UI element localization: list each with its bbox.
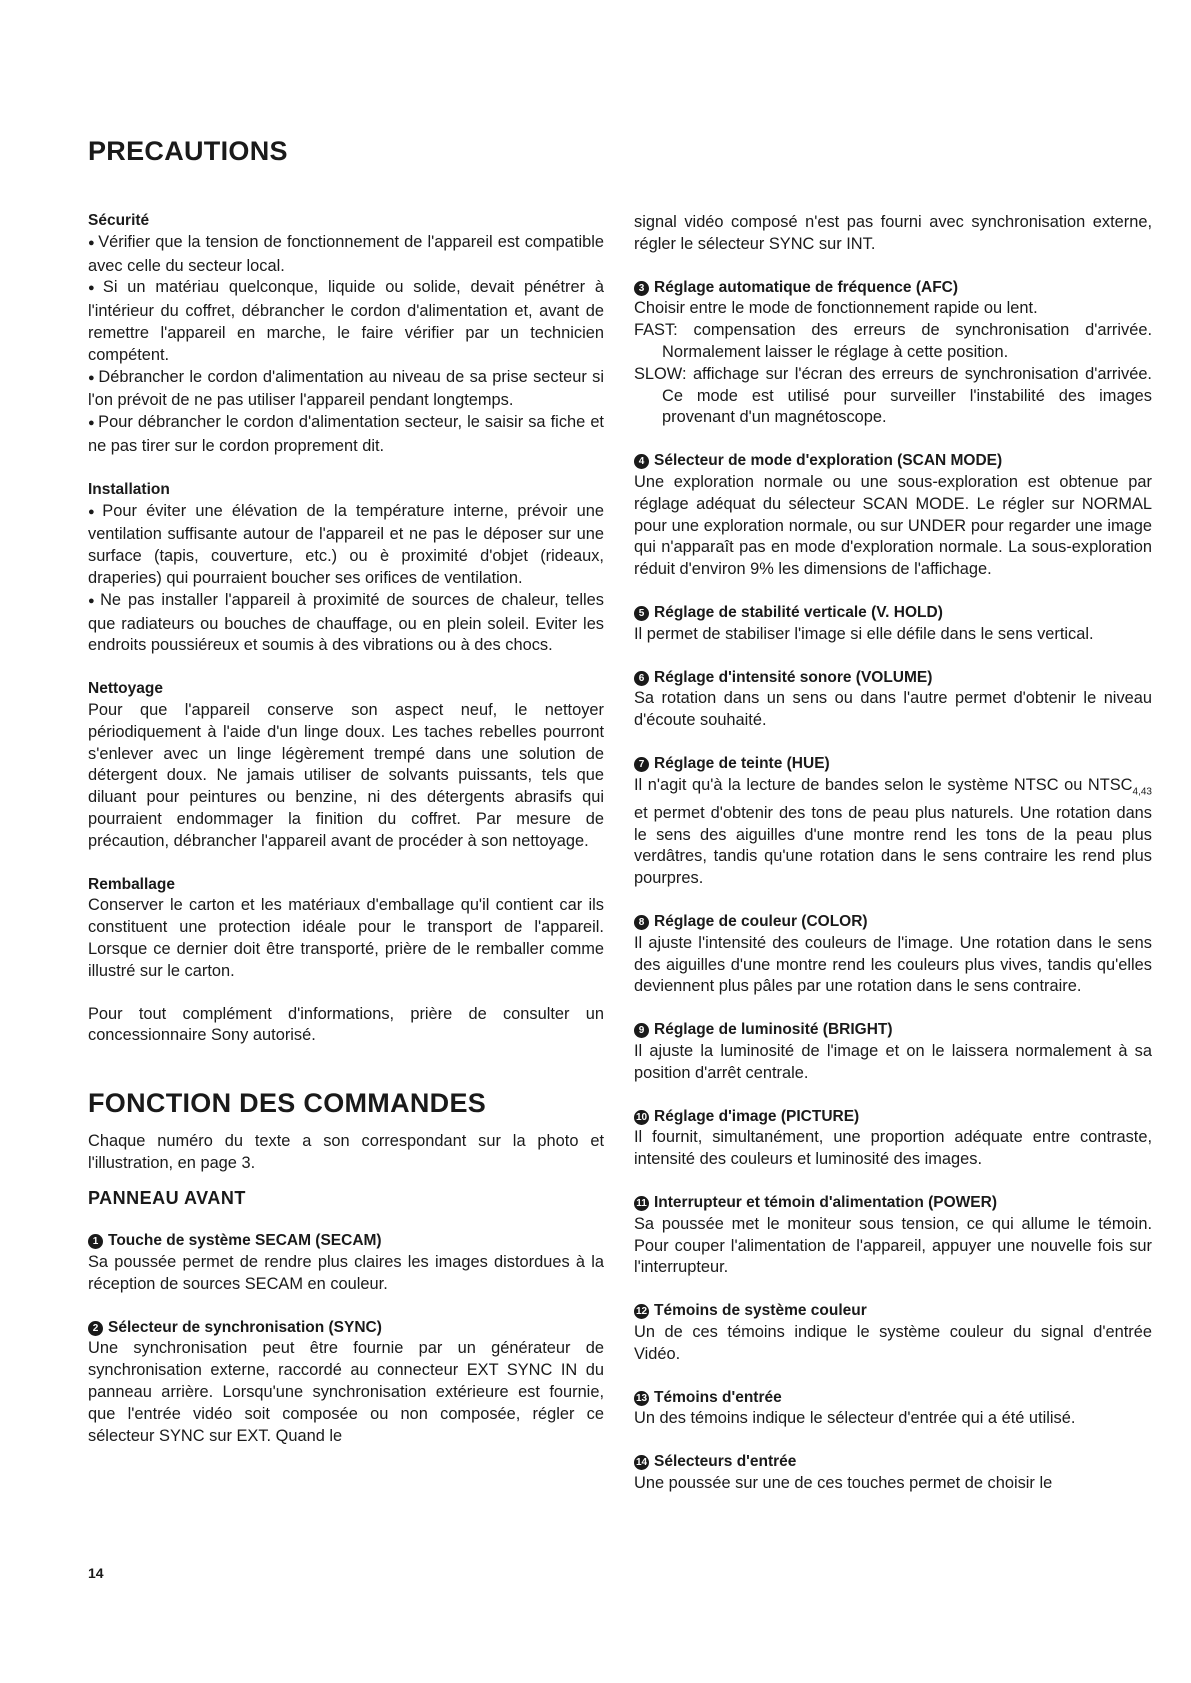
item-14-title: Sélecteurs d'entrée	[654, 1453, 797, 1471]
securite-bullet-3: ● Débrancher le cordon d'alimentation au niveau de sa prise secteur si l'on prévoit de ne pas utiliser l'appareil pendant longtemps.	[88, 367, 604, 413]
remballage-section	[88, 874, 604, 983]
item-11	[634, 1192, 1152, 1279]
number-badge-icon: 5	[634, 606, 649, 621]
item-5-title: Réglage de stabilité verticale (V. HOLD)	[654, 603, 943, 621]
panel-heading: PANNEAU AVANT	[88, 1188, 246, 1209]
item-1-title: Touche de système SECAM (SECAM)	[108, 1232, 382, 1250]
item-2-continued: signal vidéo composé n'est pas fourni avec synchronisation externe, régler le sélecteur SYNC sur INT.	[634, 213, 1152, 253]
item-14-text: Une poussée sur une de ces touches permet de choisir le	[634, 1473, 1053, 1492]
left-column	[88, 210, 604, 1447]
item-10-title: Réglage d'image (PICTURE)	[654, 1107, 860, 1125]
item-2	[88, 1317, 604, 1448]
item-5	[634, 602, 1152, 646]
item-14	[634, 1451, 1152, 1495]
item-1	[88, 1230, 604, 1295]
item-9-text: Il ajuste la luminosité de l'image et on le laissera normalement à sa position d'arrêt centrale.	[634, 1041, 1152, 1082]
installation-bullet-2: ● Ne pas installer l'appareil à proximité de sources de chaleur, telles que radiateurs ou bouches de chauffage, ou en plein soleil. Eviter les endroits poussiéreux et soumis à des vibrations ou à des chocs.	[88, 590, 604, 657]
item-8-text: Il ajuste l'intensité des couleurs de l'image. Une rotation dans le sens des aiguilles d'une montre rend les couleurs plus vives, tandis qu'elles deviennent plus pâles par une rotation dans le sens contraire.	[634, 933, 1152, 996]
item-2-text: Une synchronisation peut être fournie par un générateur de synchronisation externe, raccordé au connecteur EXT SYNC IN du panneau arrière. Lorsqu'une synchronisation extérieure est fournie, que l'entrée vidéo soit composée ou non composée, régler ce sélecteur SYNC sur EXT. Quand le	[88, 1339, 604, 1445]
precautions-title: PRECAUTIONS	[88, 136, 288, 166]
nettoyage-section	[88, 678, 604, 852]
fonction-title: FONCTION DES COMMANDES	[88, 1088, 487, 1119]
number-badge-icon: 4	[634, 454, 649, 469]
nettoyage-heading: Nettoyage	[88, 680, 163, 698]
item-4-text: Une exploration normale ou une sous-exploration est obtenue par réglage adéquat du sélecteur SCAN MODE. Le régler sur NORMAL pour une exploration normale, ou sur UNDER pour regarder une image qui n'apparaît pas en mode d'exploration normale. La sous-exploration réduit d'environ 9% les dimensions de l'affichage.	[634, 472, 1152, 579]
item-3-fast: FAST: compensation des erreurs de synchronisation d'arrivée. Normalement laisser le réglage à cette position.	[634, 321, 1152, 361]
item-2-title: Sélecteur de synchronisation (SYNC)	[108, 1318, 382, 1336]
securite-heading: Sécurité	[88, 212, 150, 229]
item-8	[634, 911, 1152, 998]
page-number: 14	[88, 1565, 104, 1581]
item-9	[634, 1019, 1152, 1084]
number-badge-icon: 8	[634, 915, 649, 930]
fonction-intro: Chaque numéro du texte a son correspondant sur la photo et l'illustration, en page 3.	[88, 1131, 604, 1172]
item-13-title: Témoins d'entrée	[654, 1388, 782, 1406]
number-badge-icon: 7	[634, 757, 649, 772]
securite-bullet-1: ● Vérifier que la tension de fonctionnement de l'appareil est compatible avec celle du secteur local.	[88, 232, 604, 278]
item-9-title: Réglage de luminosité (BRIGHT)	[654, 1021, 893, 1039]
item-4	[634, 450, 1152, 581]
item-3	[634, 277, 1152, 430]
item-6	[634, 667, 1152, 732]
item-3-text: Choisir entre le mode de fonctionnement rapide ou lent.	[634, 299, 1038, 318]
remballage-heading: Remballage	[88, 875, 176, 893]
securite-section	[88, 210, 604, 458]
securite-bullet-2: ● Si un matériau quelconque, liquide ou solide, devait pénétrer à l'intérieur du coffret, débrancher le cordon d'alimentation et, avant de remettre l'appareil en marche, le faire vérifier par un technicien compétent.	[88, 277, 604, 366]
item-13	[634, 1387, 1152, 1431]
remballage-text: Conserver le carton et les matériaux d'emballage qu'il contient car ils constituent une protection idéale pour le transport de l'appareil. Lorsque ce dernier doit être transporté, prière de le remballer comme illustré sur le carton.	[88, 896, 604, 980]
number-badge-icon: 3	[634, 281, 649, 296]
item-7	[634, 753, 1152, 890]
installation-bullet-1: ● Pour éviter une élévation de la température interne, prévoir une ventilation suffisante autour de l'appareil et ne pas le déposer sur une surface (tapis, couverture, etc.) ou è proximité d'objet (rideaux, draperies) qui pourraient boucher ses orifices de ventilation.	[88, 501, 604, 590]
item-6-title: Réglage d'intensité sonore (VOLUME)	[654, 668, 933, 686]
item-8-title: Réglage de couleur (COLOR)	[654, 913, 868, 930]
installation-section	[88, 479, 604, 657]
item-6-text: Sa rotation dans un sens ou dans l'autre permet d'obtenir le niveau d'écoute souhaité.	[634, 689, 1152, 730]
item-10-text: Il fournit, simultanément, une proportion adéquate entre contraste, intensité des couleurs et luminosité des images.	[634, 1128, 1152, 1169]
item-7-text: Il n'agit qu'à la lecture de bandes selon le système NTSC ou $NTSC_{4,43}$ et permet d'obtenir des tons de peau plus naturels. Une rotation dans le sens des aiguilles d'une montre rend les tons de la peau plus verdâtres, tandis qu'une rotation dans le sens contraire les rend plus pourpres.	[634, 775, 1152, 888]
item-12-title: Témoins de système couleur	[654, 1302, 867, 1320]
number-badge-icon: 10	[635, 1111, 648, 1123]
item-11-title: Interrupteur et témoin d'alimentation (POWER)	[654, 1193, 997, 1211]
right-column	[634, 212, 1152, 1495]
closing-text: Pour tout complément d'informations, prière de consulter un concessionnaire Sony autorisé.	[88, 1004, 604, 1045]
number-badge-icon: 9	[634, 1023, 649, 1038]
number-badge-icon: 2	[88, 1321, 103, 1336]
item-11-text: Sa poussée met le moniteur sous tension, ce qui allume le témoin. Pour couper l'alimentation de l'appareil, appuyer une nouvelle fois sur l'interrupteur.	[634, 1214, 1152, 1277]
number-badge-icon: 14	[635, 1457, 648, 1469]
item-3-slow: SLOW: affichage sur l'écran des erreurs de synchronisation d'arrivée. Ce mode est utilisé pour surveiller l'instabilité des images provenant d'un magnétoscope.	[634, 364, 1152, 427]
item-12	[634, 1300, 1152, 1365]
number-badge-icon: 1	[88, 1234, 103, 1249]
number-badge-icon: 13	[635, 1392, 648, 1404]
item-13-text: Un des témoins indique le sélecteur d'entrée qui a été utilisé.	[634, 1409, 1076, 1428]
item-4-title: Sélecteur de mode d'exploration (SCAN MODE)	[654, 452, 1003, 470]
installation-heading: Installation	[88, 480, 170, 498]
number-badge-icon: 12	[635, 1306, 648, 1318]
number-badge-icon: 11	[634, 1196, 649, 1211]
item-7-title: Réglage de teinte (HUE)	[654, 754, 830, 772]
item-10	[634, 1106, 1152, 1171]
item-1-text: Sa poussée permet de rendre plus claires les images distordues à la réception de sources SECAM en couleur.	[88, 1253, 604, 1293]
nettoyage-text: Pour que l'appareil conserve son aspect neuf, le nettoyer périodiquement à l'aide d'un linge doux. Les taches rebelles pourront s'enlever avec un linge légèrement trempé dans une solution de détergent doux. Ne jamais utiliser de solvants puissants, tels que diluant pour peintures ou benzine, ni des détergents abrasifs qui pourraient endommager la finition du coffret. Par mesure de précaution, débrancher l'appareil avant de procéder à son nettoyage.	[88, 700, 604, 850]
item-5-text: Il permet de stabiliser l'image si elle défile dans le sens vertical.	[634, 624, 1094, 643]
item-3-title: Réglage automatique de fréquence (AFC)	[654, 278, 959, 296]
number-badge-icon: 6	[634, 671, 649, 686]
securite-bullet-4: ● Pour débrancher le cordon d'alimentation secteur, le saisir sa fiche et ne pas tirer sur le cordon proprement dit.	[88, 412, 604, 458]
item-12-text: Un de ces témoins indique le système couleur du signal d'entrée Vidéo.	[634, 1322, 1152, 1363]
